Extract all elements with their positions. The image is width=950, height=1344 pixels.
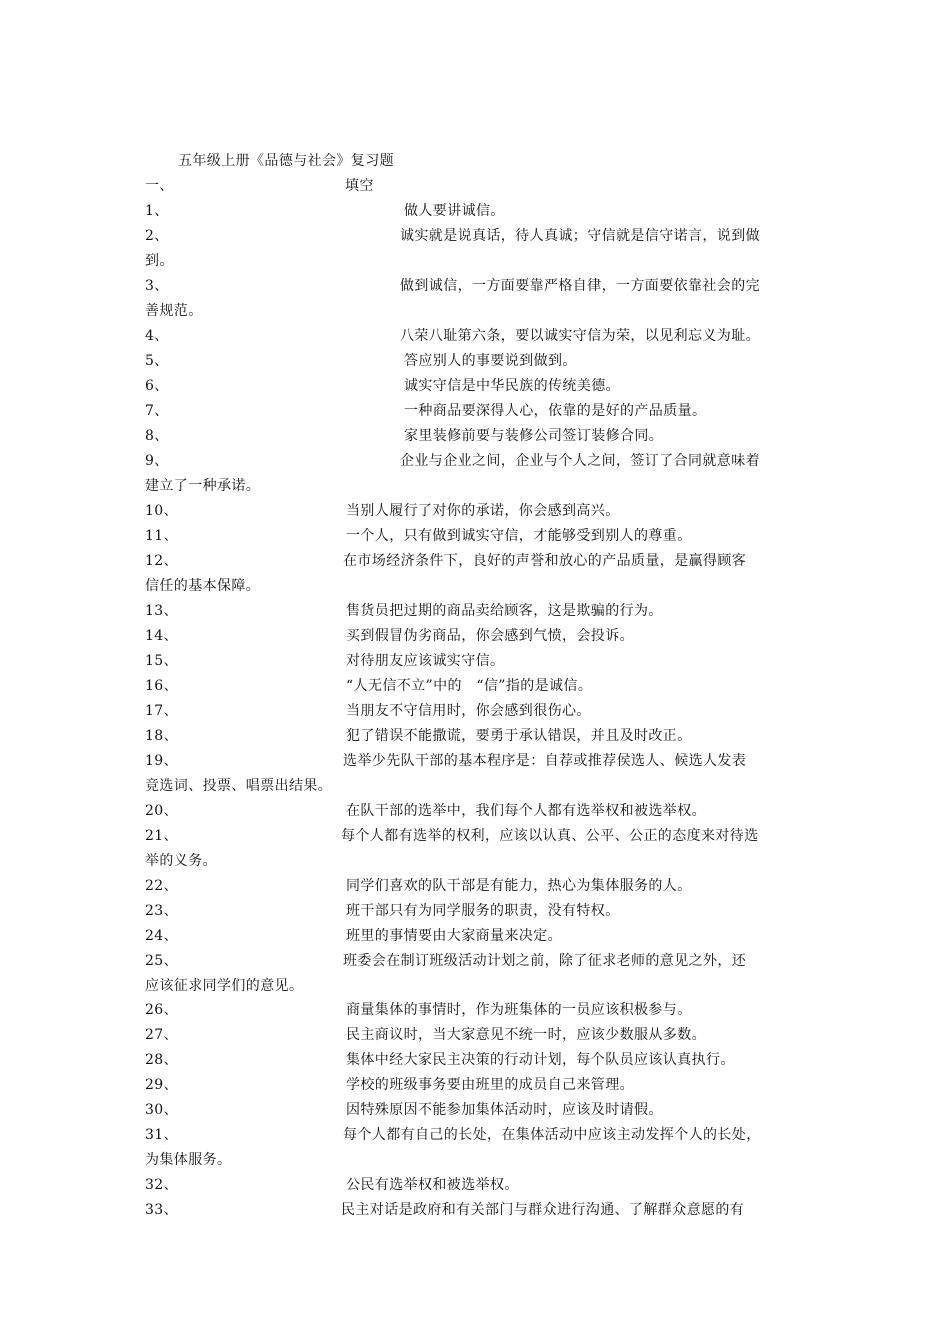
question-text: 当朋友不守信用时，你会感到很伤心。 [346, 703, 591, 719]
question-text: 答应别人的事要说到做到。 [404, 353, 577, 369]
question-text-continued: 为集体服务。 [145, 1152, 232, 1168]
question-text: 民主商议时，当大家意见不统一时，应该少数服从多数。 [346, 1027, 706, 1043]
question-number: 33、 [145, 1202, 179, 1218]
question-text: 做到诚信，一方面要靠严格自律，一方面要依靠社会的完 [400, 278, 760, 294]
question-number: 30、 [145, 1102, 179, 1118]
question-number: 16、 [145, 678, 179, 694]
question-number: 20、 [145, 803, 179, 819]
question-text: 八荣八耻第六条，要以诚实守信为荣，以见利忘义为耻。 [400, 328, 760, 344]
document-title: 五年级上册《品德与社会》复习题 [178, 153, 394, 169]
question-number: 22、 [145, 878, 179, 894]
question-number: 17、 [145, 703, 179, 719]
question-number: 28、 [145, 1052, 179, 1068]
question-number: 24、 [145, 928, 179, 944]
question-number: 11、 [145, 528, 179, 544]
section-heading [145, 176, 374, 196]
question-text: 对待朋友应该诚实守信。 [346, 653, 505, 669]
question-number: 14、 [145, 628, 179, 644]
question-number: 15、 [145, 653, 179, 669]
question-text: 公民有选举权和被选举权。 [346, 1177, 519, 1193]
question-text-continued: 举的义务。 [145, 853, 217, 869]
question-text-continued: 善规范。 [145, 303, 203, 319]
question-text: 一种商品要深得人心，依靠的是好的产品质量。 [404, 403, 707, 419]
question-number: 13、 [145, 603, 179, 619]
question-number: 29、 [145, 1077, 179, 1093]
question-text-continued: 建立了一种承诺。 [145, 478, 261, 494]
question-number: 10、 [145, 503, 179, 519]
question-number: 7、 [145, 403, 169, 419]
question-text: 民主对话是政府和有关部门与群众进行沟通、了解群众意愿的有 [341, 1202, 745, 1218]
question-text: 做人要讲诚信。 [404, 203, 505, 219]
question-number: 25、 [145, 953, 179, 969]
question-number: 31、 [145, 1127, 179, 1143]
question-text: 同学们喜欢的队干部是有能力，热心为集体服务的人。 [346, 878, 692, 894]
question-text: 班委会在制订班级活动计划之前，除了征求老师的意见之外，还 [343, 953, 747, 969]
question-text-continued: 信任的基本保障。 [145, 578, 261, 594]
question-text: 售货员把过期的商品卖给顾客，这是欺骗的行为。 [346, 603, 663, 619]
question-number: 1、 [145, 203, 169, 219]
question-number: 6、 [145, 378, 169, 394]
section-number: 一、 [145, 178, 174, 194]
question-text: “人无信不立”中的 “信”指的是诚信。 [346, 678, 593, 694]
question-text: 企业与企业之间，企业与个人之间，签订了合同就意味着 [400, 453, 760, 469]
question-text: 因特殊原因不能参加集体活动时，应该及时请假。 [346, 1102, 663, 1118]
question-text: 诚实就是说真话，待人真诚；守信就是信守诺言，说到做 [400, 228, 760, 244]
question-number: 3、 [145, 278, 169, 294]
question-text: 学校的班级事务要由班里的成员自己来管理。 [346, 1077, 634, 1093]
question-text: 班里的事情要由大家商量来决定。 [346, 928, 562, 944]
question-text: 买到假冒伪劣商品，你会感到气愤，会投诉。 [346, 628, 634, 644]
question-text: 每个人都有选举的权利，应该以认真、公平、公正的态度来对待选 [341, 828, 759, 844]
question-text: 选举少先队干部的基本程序是：自荐或推荐侯选人、候选人发表 [343, 753, 747, 769]
question-text: 犯了错误不能撒谎，要勇于承认错误，并且及时改正。 [346, 728, 692, 744]
question-number: 21、 [145, 828, 179, 844]
question-number: 18、 [145, 728, 179, 744]
question-number: 26、 [145, 1002, 179, 1018]
question-number: 9、 [145, 453, 169, 469]
question-number: 32、 [145, 1177, 179, 1193]
question-number: 8、 [145, 428, 169, 444]
question-number: 19、 [145, 753, 179, 769]
question-number: 12、 [145, 553, 179, 569]
question-text-continued: 竞选词、投票、唱票出结果。 [145, 778, 333, 794]
question-text: 商量集体的事情时，作为班集体的一员应该积极参与。 [346, 1002, 692, 1018]
question-number: 4、 [145, 328, 169, 344]
section-label: 填空 [345, 178, 374, 194]
question-number: 27、 [145, 1027, 179, 1043]
question-text: 诚实守信是中华民族的传统美德。 [404, 378, 620, 394]
question-text: 集体中经大家民主决策的行动计划，每个队员应该认真执行。 [346, 1052, 735, 1068]
question-number: 2、 [145, 228, 169, 244]
question-number: 5、 [145, 353, 169, 369]
question-text: 在市场经济条件下，良好的声誉和放心的产品质量，是赢得顾客 [343, 553, 747, 569]
question-text: 一个人，只有做到诚实守信，才能够受到别人的尊重。 [346, 528, 692, 544]
question-text-continued: 到。 [145, 253, 174, 269]
question-text: 每个人都有自己的长处，在集体活动中应该主动发挥个人的长处， [343, 1127, 761, 1143]
question-text: 家里装修前要与装修公司签订装修合同。 [404, 428, 664, 444]
question-number: 23、 [145, 903, 179, 919]
question-text: 班干部只有为同学服务的职责，没有特权。 [346, 903, 620, 919]
question-text-continued: 应该征求同学们的意见。 [145, 978, 304, 994]
question-text: 当别人履行了对你的承诺，你会感到高兴。 [346, 503, 620, 519]
question-text: 在队干部的选举中，我们每个人都有选举权和被选举权。 [346, 803, 706, 819]
